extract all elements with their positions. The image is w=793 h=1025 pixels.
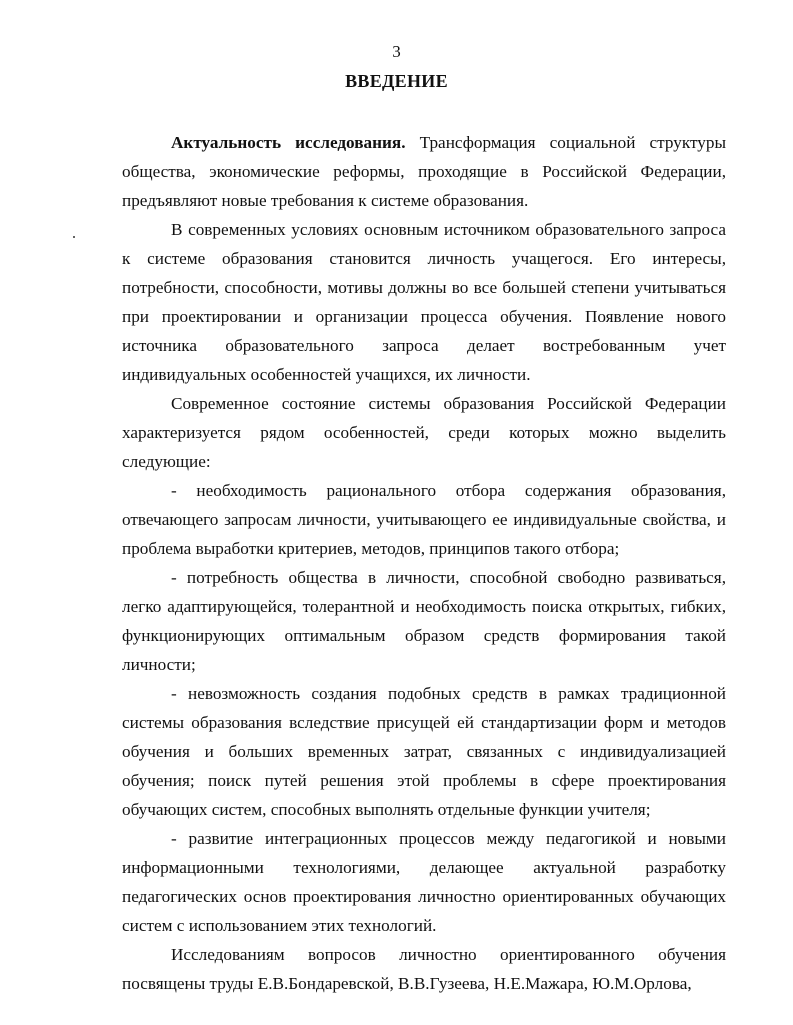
paragraph-relevance bbox=[122, 128, 726, 215]
relevance-text: Трансформация социальной структуры общества, экономические реформы, проходящие в Российской Федерации, предъявляют новые требования к системе образования. bbox=[122, 133, 726, 210]
page-number: 3 bbox=[392, 42, 401, 61]
list-item-traditional-limits: - невозможность создания подобных средств в рамках традиционной системы образования вследствие присущей ей стандартизации форм и методов обучения и больших временных затрат, связанных с индивидуализацией обучения; поиск путей решения этой проблемы в сфере проектирования обучающих систем, способных выполнять отдельные функции учителя; bbox=[122, 684, 726, 819]
list-item-society-need: - потребность общества в личности, способной свободно развиваться, легко адаптирующейся, толерантной и необходимость поиска открытых, гибких, функционирующих оптимальным образом средств формирования такой личности; bbox=[122, 568, 726, 674]
body-text bbox=[122, 128, 726, 998]
paragraph-research-works: Исследованиям вопросов личностно ориентированного обучения посвящены труды Е.В.Бондаревской, В.В.Гузеева, Н.Е.Мажара, Ю.М.Орлова, bbox=[122, 945, 726, 993]
paragraph-current-state: Современное состояние системы образования Российской Федерации характеризуется рядом особенностей, среди которых можно выделить следующие: bbox=[122, 394, 726, 471]
paragraph-learner-personality: В современных условиях основным источником образовательного запроса к системе образования становится личность учащегося. Его интересы, потребности, способности, мотивы должны во все большей степени учитываться при проектировании и организации процесса обучения. Появление нового источника образовательного запроса делает востребованным учет индивидуальных особенностей учащихся, их личности. bbox=[122, 220, 726, 384]
section-heading: ВВЕДЕНИЕ bbox=[345, 71, 448, 91]
relevance-lead: Актуальность исследования. bbox=[171, 133, 406, 152]
margin-dot bbox=[73, 236, 75, 238]
list-item-content-selection: - необходимость рационального отбора содержания образования, отвечающего запросам личности, учитывающего ее индивидуальные свойства, и проблема выработки критериев, методов, принципов такого отбора; bbox=[122, 481, 726, 558]
list-item-integration: - развитие интеграционных процессов между педагогикой и новыми информационными технологиями, делающее актуальной разработку педагогических основ проектирования личностно ориентированных обучающих систем с использованием этих технологий. bbox=[122, 829, 726, 935]
